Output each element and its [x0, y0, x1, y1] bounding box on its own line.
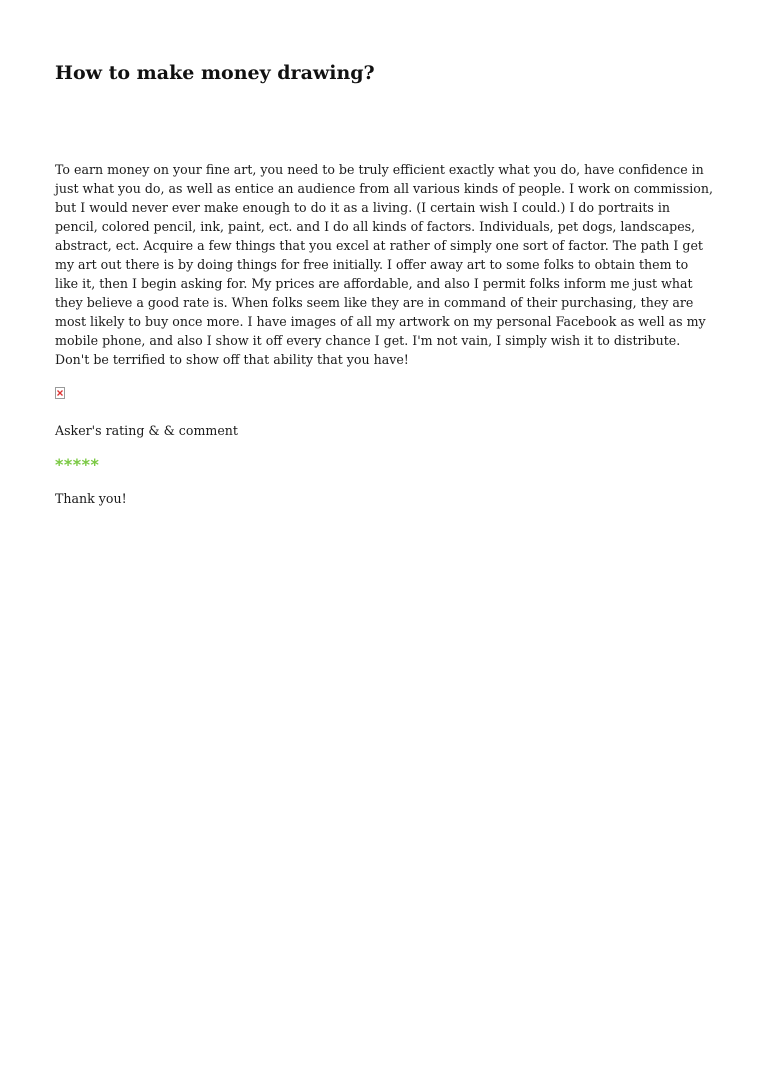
- red-x-icon: [57, 390, 63, 396]
- page-title: How to make money drawing?: [55, 62, 375, 84]
- broken-image-icon: [55, 387, 65, 399]
- asker-comment: Thank you!: [55, 491, 127, 506]
- star-rating: *****: [55, 455, 100, 474]
- answer-body: To earn money on your fine art, you need to be truly efficient exactly what you do, have confidence in just what you do, as well as entice an audience from all various kinds of people. I work on commission, but I would never ever make enough to do it as a living. (I certain wish I could.) I do portraits in pencil, colored pencil, ink, paint, ect. and I do all kinds of factors. Individuals, pet dogs, landscapes, abstract, ect. Acquire a few things that you excel at rather of simply one sort of factor. The path I get my art out there is by doing things for free initially. I offer away art to some folks to obtain them to like it, then I begin asking for. My prices are affordable, and also I permit folks inform me just what they believe a good rate is. When folks seem like they are in command of their purchasing, they are most likely to buy once more. I have images of all my artwork on my personal Facebook as well as my mobile phone, and also I show it off every chance I get. I'm not vain, I simply wish it to distribute. Don't be terrified to show off that ability that you have!: [55, 162, 713, 367]
- rating-label: Asker's rating & & comment: [55, 423, 238, 438]
